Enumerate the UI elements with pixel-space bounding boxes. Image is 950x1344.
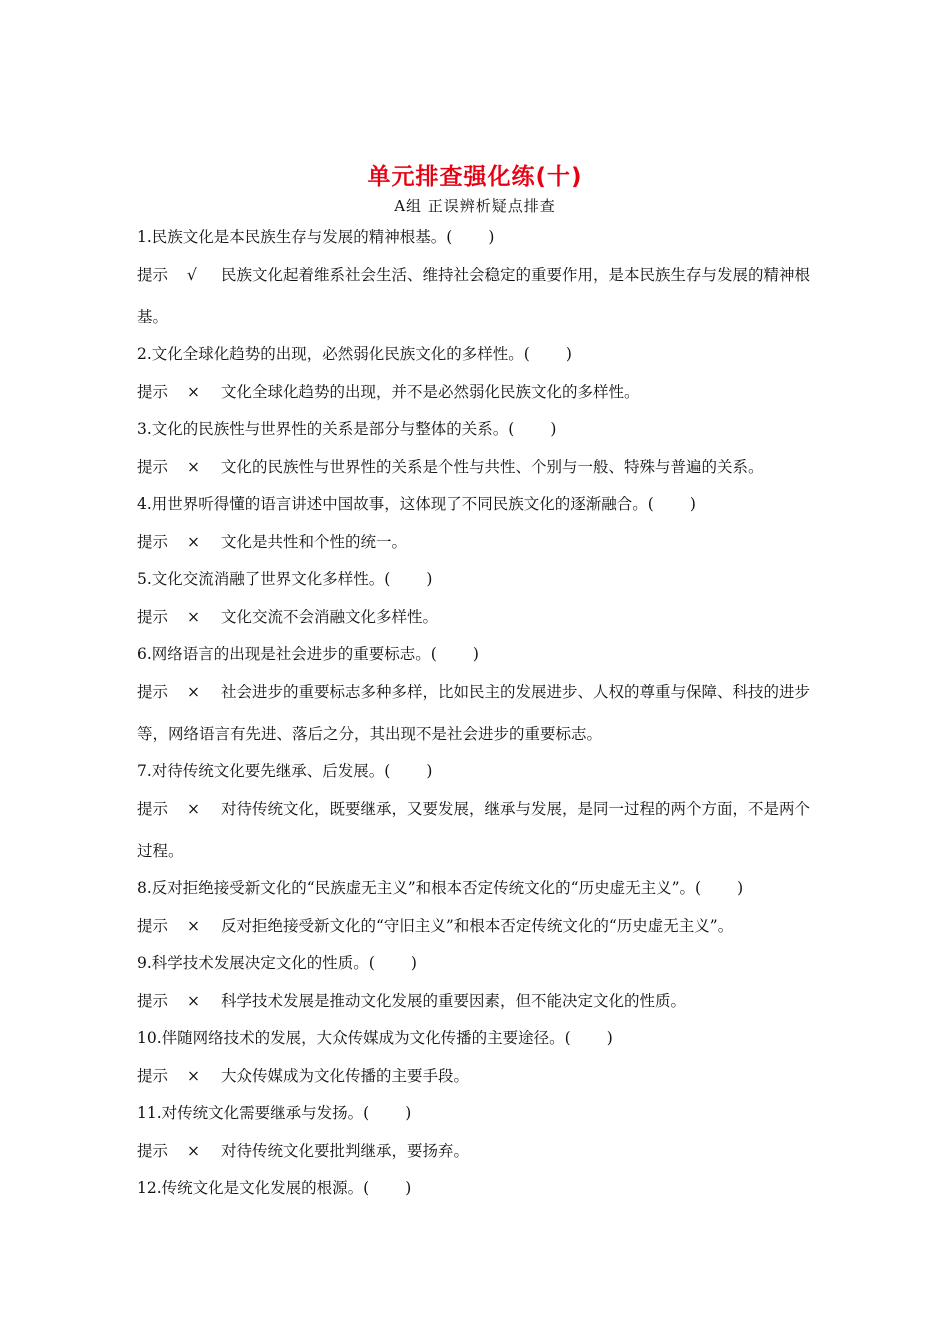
question-text: 10.伴随网络技术的发展，大众传媒成为文化传播的主要途径。 <box>137 1029 565 1047</box>
question-text: 4.用世界听得懂的语言讲述中国故事，这体现了不同民族文化的逐渐融合。 <box>137 495 648 513</box>
hint-label: 提示 <box>137 800 169 818</box>
hint-item <box>137 905 817 947</box>
answer-blank: ( ) <box>446 228 495 246</box>
answer-blank: ( ) <box>384 570 433 588</box>
answer-blank: ( ) <box>363 1179 412 1197</box>
cross-mark-icon: × <box>187 800 200 818</box>
hint-item <box>137 1130 817 1172</box>
cross-mark-icon: × <box>187 608 200 626</box>
answer-blank: ( ) <box>695 879 744 897</box>
answer-blank: ( ) <box>508 420 557 438</box>
hint-text: 文化交流不会消融文化多样性。 <box>221 608 439 626</box>
hint-item <box>137 446 817 488</box>
answer-blank: ( ) <box>384 762 433 780</box>
hint-text: 对待传统文化，既要继承，又要发展，继承与发展，是同一过程的两个方面，不是两个过程。 <box>137 800 811 860</box>
cross-mark-icon: × <box>187 1142 200 1160</box>
question-item <box>137 341 817 368</box>
hint-item <box>137 596 817 638</box>
answer-blank: ( ) <box>430 645 479 663</box>
hint-item <box>137 1055 817 1097</box>
check-mark-icon: √ <box>187 266 197 284</box>
cross-mark-icon: × <box>187 533 200 551</box>
question-item <box>137 875 817 902</box>
question-text: 9.科学技术发展决定文化的性质。 <box>137 954 369 972</box>
hint-text: 大众传媒成为文化传播的主要手段。 <box>221 1067 470 1085</box>
hint-label: 提示 <box>137 683 169 701</box>
hint-item <box>137 521 817 563</box>
question-item <box>137 1175 817 1202</box>
hint-label: 提示 <box>137 266 169 284</box>
question-item <box>137 1025 817 1052</box>
cross-mark-icon: × <box>187 683 200 701</box>
hint-label: 提示 <box>137 1067 169 1085</box>
answer-blank: ( ) <box>647 495 696 513</box>
question-text: 8.反对拒绝接受新文化的“民族虚无主义”和根本否定传统文化的“历史虚无主义”。 <box>137 879 695 897</box>
hint-text: 社会进步的重要标志多种多样，比如民主的发展进步、人权的尊重与保障、科技的进步等，网络语言有先进、落后之分，其出现不是社会进步的重要标志。 <box>137 683 811 743</box>
question-text: 5.文化交流消融了世界文化多样性。 <box>137 570 385 588</box>
answer-blank: ( ) <box>363 1104 412 1122</box>
question-text: 2.文化全球化趋势的出现，必然弱化民族文化的多样性。 <box>137 345 524 363</box>
hint-item <box>137 254 817 338</box>
hint-label: 提示 <box>137 992 169 1010</box>
hint-text: 反对拒绝接受新文化的“守旧主义”和根本否定传统文化的“历史虚无主义”。 <box>221 917 734 935</box>
hint-text: 对待传统文化要批判继承，要扬弃。 <box>221 1142 470 1160</box>
question-item <box>137 758 817 785</box>
hint-label: 提示 <box>137 608 169 626</box>
question-text: 3.文化的民族性与世界性的关系是部分与整体的关系。 <box>137 420 509 438</box>
hint-item <box>137 671 817 755</box>
question-text: 11.对传统文化需要继承与发扬。 <box>137 1104 364 1122</box>
question-item <box>137 641 817 668</box>
hint-item <box>137 371 817 413</box>
answer-blank: ( ) <box>564 1029 613 1047</box>
question-text: 12.传统文化是文化发展的根源。 <box>137 1179 364 1197</box>
cross-mark-icon: × <box>187 383 200 401</box>
question-item <box>137 566 817 593</box>
hint-text: 文化全球化趋势的出现，并不是必然弱化民族文化的多样性。 <box>221 383 640 401</box>
answer-blank: ( ) <box>523 345 572 363</box>
question-text: 1.民族文化是本民族生存与发展的精神根基。 <box>137 228 447 246</box>
question-text: 6.网络语言的出现是社会进步的重要标志。 <box>137 645 431 663</box>
exercise-list <box>137 224 817 1211</box>
hint-text: 科学技术发展是推动文化发展的重要因素，但不能决定文化的性质。 <box>221 992 687 1010</box>
hint-label: 提示 <box>137 383 169 401</box>
hint-item <box>137 788 817 872</box>
hint-item <box>137 980 817 1022</box>
answer-blank: ( ) <box>368 954 417 972</box>
section-subtitle: A组 正误辨析疑点排查 <box>394 197 556 215</box>
hint-text: 文化的民族性与世界性的关系是个性与共性、个别与一般、特殊与普遍的关系。 <box>221 458 764 476</box>
hint-label: 提示 <box>137 1142 169 1160</box>
hint-label: 提示 <box>137 917 169 935</box>
hint-text: 民族文化起着维系社会生活、维持社会稳定的重要作用，是本民族生存与发展的精神根基。 <box>137 266 811 326</box>
hint-label: 提示 <box>137 458 169 476</box>
question-item <box>137 416 817 443</box>
question-item <box>137 224 817 251</box>
question-text: 7.对待传统文化要先继承、后发展。 <box>137 762 385 780</box>
question-item <box>137 950 817 977</box>
page-title: 单元排查强化练(十) <box>367 164 583 190</box>
cross-mark-icon: × <box>187 992 200 1010</box>
cross-mark-icon: × <box>187 458 200 476</box>
hint-label: 提示 <box>137 533 169 551</box>
question-item <box>137 491 817 518</box>
question-item <box>137 1100 817 1127</box>
hint-text: 文化是共性和个性的统一。 <box>221 533 408 551</box>
cross-mark-icon: × <box>187 1067 200 1085</box>
cross-mark-icon: × <box>187 917 200 935</box>
